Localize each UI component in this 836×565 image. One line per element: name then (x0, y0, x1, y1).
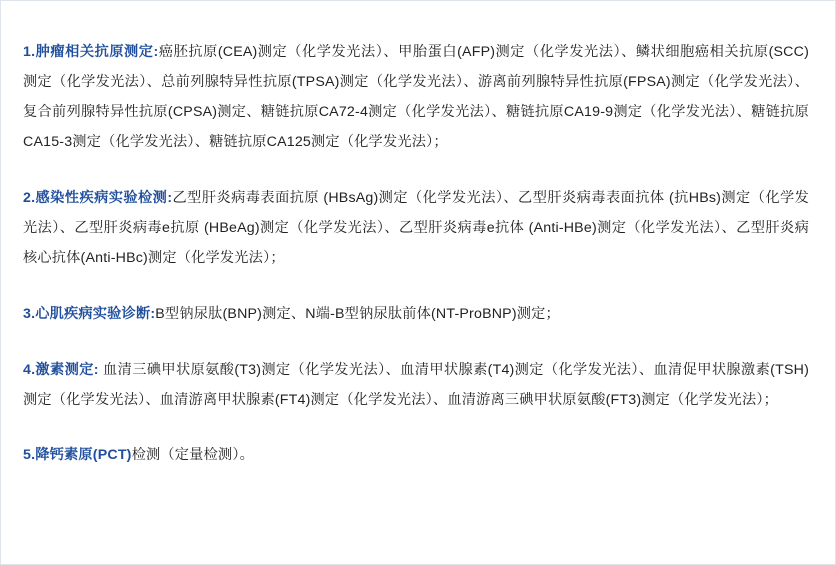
section-number: 3. (23, 306, 36, 323)
document-content (1, 1, 835, 493)
section-body: 检测（定量检测）。 (131, 447, 254, 464)
section-heading: 降钙素原(PCT) (35, 447, 132, 464)
section-cardiac-diagnosis (23, 299, 809, 329)
section-infectious-disease (23, 183, 809, 273)
section-number: 5. (23, 447, 36, 464)
section-body: 乙型肝炎病毒表面抗原 (HBsAg)测定（化学发光法）、乙型肝炎病毒表面抗体 (抗HBs)测定（化学发光法）、乙型肝炎病毒e抗原 (HBeAg)测定（化学发光法）、乙型肝炎病毒e抗体 (Anti-HBe)测定（化学发光法）、乙型肝炎病核心抗体(Anti-HBc)测定（化学发光法）； (23, 190, 810, 267)
section-heading: 肿瘤相关抗原测定: (35, 44, 159, 61)
section-number: 2. (23, 190, 36, 207)
section-procalcitonin (23, 441, 809, 469)
section-body: 血清三碘甲状原氨酸(T3)测定（化学发光法）、血清甲状腺素(T4)测定（化学发光法）、血清促甲状腺激素(TSH)测定（化学发光法）、血清游离甲状腺素(FT4)测定（化学发光法）、血清游离三碘甲状原氨酸(FT3)测定（化学发光法）； (23, 362, 809, 409)
section-heading: 感染性疾病实验检测: (35, 190, 173, 207)
section-heading: 激素测定: (35, 362, 99, 379)
section-number: 4. (23, 362, 36, 379)
section-number: 1. (23, 44, 36, 61)
section-paragraph (23, 37, 809, 157)
section-paragraph (23, 355, 809, 415)
section-body: B型钠尿肽(BNP)测定、N端-B型钠尿肽前体(NT-ProBNP)测定； (155, 306, 560, 323)
section-tumor-antigen (23, 37, 809, 157)
section-heading: 心肌疾病实验诊断: (35, 306, 156, 323)
section-paragraph (23, 299, 809, 329)
section-paragraph (23, 441, 809, 469)
section-body: 癌胚抗原(CEA)测定（化学发光法）、甲胎蛋白(AFP)测定（化学发光法）、鳞状细胞癌相关抗原(SCC) 测定（化学发光法）、总前列腺特异性抗原(TPSA)测定（化学发光法）、游离前列腺特异性抗原(FPSA)测定（化学发光法）、复合前列腺特异性抗原(CPSA)测定、糖链抗原CA72-4测定（化学发光法）、糖链抗原CA19-9测定（化学发光法）、糖链抗原CA15-3测定（化学发光法）、糖链抗原CA125测定（化学发光法）； (23, 44, 809, 151)
section-hormone-assay (23, 355, 809, 415)
section-paragraph (23, 183, 809, 273)
